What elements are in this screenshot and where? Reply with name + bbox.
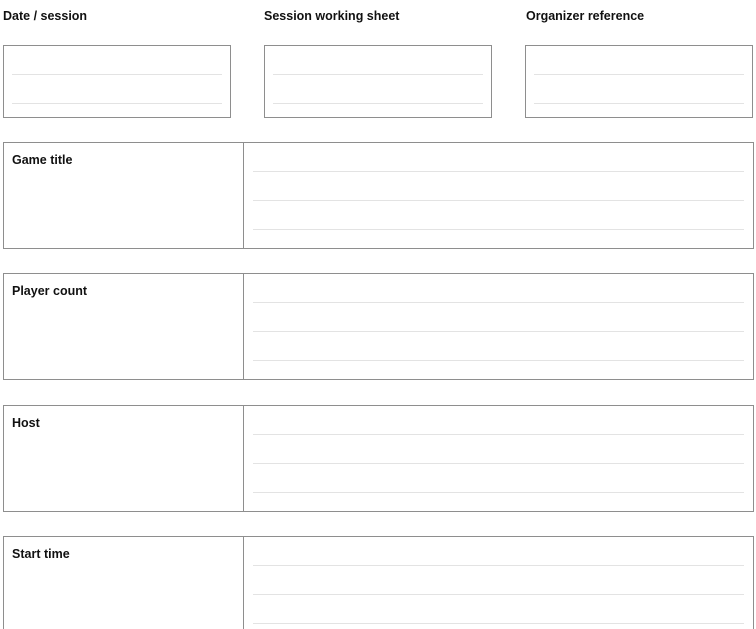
field-row-host (3, 405, 754, 512)
writing-line (253, 623, 744, 624)
field-label-player-count: Player count (12, 284, 88, 298)
field-row-player-count (3, 273, 754, 380)
writing-line (253, 229, 744, 230)
writing-line (253, 302, 744, 303)
writing-line (273, 103, 483, 104)
player-count-entry[interactable] (244, 274, 753, 379)
field-label-host: Host (12, 416, 40, 430)
session-sheet-box[interactable] (264, 45, 492, 118)
field-label-cell (4, 274, 244, 379)
organizer-reference-box[interactable] (525, 45, 753, 118)
writing-line (253, 434, 744, 435)
host-entry[interactable] (244, 406, 753, 511)
field-label-cell (4, 406, 244, 511)
writing-line (534, 103, 744, 104)
field-row-game-title (3, 142, 754, 249)
writing-line (253, 360, 744, 361)
field-label-cell (4, 143, 244, 248)
writing-line (253, 565, 744, 566)
writing-line (253, 171, 744, 172)
session-sheet-label: Session working sheet (264, 9, 400, 23)
field-label-cell (4, 537, 244, 629)
writing-line (12, 74, 222, 75)
field-label-start-time: Start time (12, 547, 70, 561)
writing-line (253, 463, 744, 464)
writing-line (253, 331, 744, 332)
writing-line (273, 74, 483, 75)
writing-line (253, 594, 744, 595)
date-session-label: Date / session (3, 9, 88, 23)
field-row-start-time (3, 536, 754, 629)
writing-line (253, 492, 744, 493)
writing-line (253, 200, 744, 201)
date-session-box[interactable] (3, 45, 231, 118)
organizer-reference-label: Organizer reference (526, 9, 645, 23)
writing-line (534, 74, 744, 75)
field-label-game-title: Game title (12, 153, 73, 167)
game-title-entry[interactable] (244, 143, 753, 248)
start-time-entry[interactable] (244, 537, 753, 629)
writing-line (12, 103, 222, 104)
